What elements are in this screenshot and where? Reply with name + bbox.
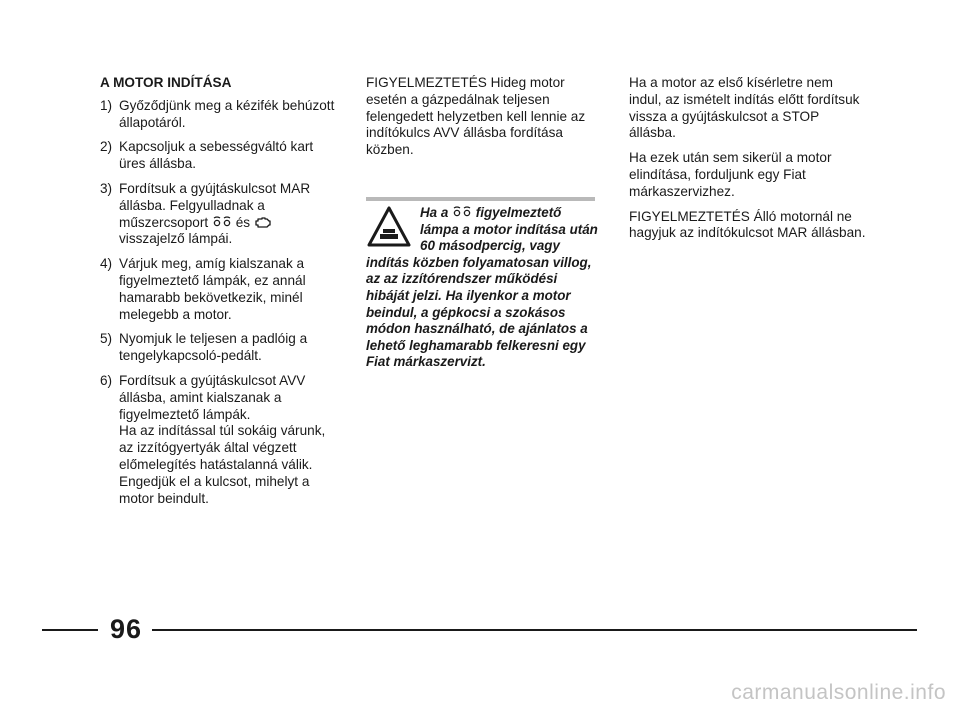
paragraph: Ha ezek után sem sikerül a motor elindítása, forduljunk egy Fiat márkaszervizhez. <box>629 150 832 199</box>
column-left <box>100 75 340 515</box>
column-right <box>629 75 869 250</box>
step-text: Győződjünk meg a kézifék behúzott állapotáról. <box>119 97 335 130</box>
step-text: Fordítsuk a gyújtáskulcsot AVV állásba, amint kialszanak a figyelmeztető lámpák. <box>119 372 306 422</box>
warning-paragraph: FIGYELMEZTETÉS Hideg motor esetén a gázpedálnak teljesen felengedett helyzetben kell lennie az indítókulcs AVV állásba fordítása közben. <box>366 75 586 158</box>
engine-fault-icon <box>254 216 272 229</box>
column-middle <box>366 75 598 167</box>
step-text: Kapcsoljuk a sebességváltó kart üres állásba. <box>119 139 314 172</box>
list-item <box>100 256 340 323</box>
step-text: Nyomjuk le teljesen a padlóig a tengelykapcsoló-pedált. <box>119 331 308 364</box>
step-text: Ha az indítással túl sokáig várunk, az izzítógyertyák által végzett előmelegítés hatástalanná válik. <box>119 423 326 472</box>
step-text: Várjuk meg, amíg kialszanak a figyelmeztető lámpák, ez annál hamarabb bekövetkezik, minél melegebb a motor. <box>119 256 306 322</box>
step-number: 6) <box>100 372 113 388</box>
steps-list <box>100 98 340 508</box>
step-number: 2) <box>100 139 113 155</box>
footer-rule-left <box>42 629 98 631</box>
warning-triangle-icon <box>366 205 412 249</box>
step-number: 3) <box>100 180 113 196</box>
step-text: visszajelző lámpái. <box>119 231 233 247</box>
warning-box <box>366 205 598 371</box>
footer-rule-right <box>152 629 917 631</box>
page-number: 96 <box>109 614 143 644</box>
warning-box-text-start: Ha a <box>420 205 449 220</box>
list-item <box>100 373 340 507</box>
list-item <box>100 98 340 132</box>
step-text: Engedjük el a kulcsot, mihelyt a motor beindult. <box>119 473 310 506</box>
list-item <box>100 331 340 365</box>
watermark: carmanualsonline.info <box>731 681 946 704</box>
list-item <box>100 139 340 173</box>
step-text: Fordítsuk a gyújtáskulcsot MAR állásba. Felgyulladnak a műszercsoport <box>119 180 311 230</box>
warning-paragraph: FIGYELMEZTETÉS Álló motornál ne hagyjuk az indítókulcsot MAR állásban. <box>629 208 866 241</box>
glow-plug-icon <box>212 216 232 228</box>
warning-divider <box>366 197 595 201</box>
glow-plug-icon <box>452 206 472 218</box>
step-text-conjunction: és <box>235 214 251 230</box>
section-heading: A MOTOR INDÍTÁSA <box>100 75 232 90</box>
step-number: 1) <box>100 97 113 113</box>
warning-box-text-rest: figyelmeztető lámpa a motor indítása után 60 másodpercig, vagy indítás közben folyamatosan villog, az az izzítórendszer működési hibáját jelzi. Ha ilyenkor a motor beindul, a gépkocsi a szokásos módon használható, de ajánlatos a lehető leghamarabb felkeresni egy Fiat márkaszervizt. <box>366 205 598 370</box>
step-number: 5) <box>100 331 113 347</box>
step-number: 4) <box>100 256 113 272</box>
list-item <box>100 181 340 248</box>
paragraph: Ha a motor az első kísérletre nem indul, az ismételt indítás előtt fordítsuk vissza a gyújtáskulcsot a STOP állásba. <box>629 75 860 141</box>
